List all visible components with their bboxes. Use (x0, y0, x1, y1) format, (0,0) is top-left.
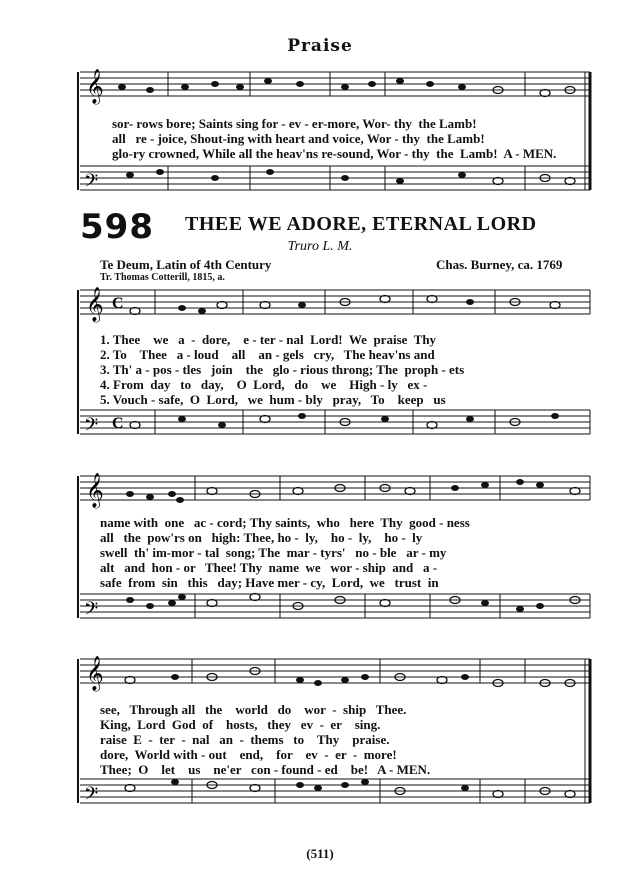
svg-text:C: C (112, 415, 124, 432)
composer-credit: Chas. Burney, ca. 1769 (436, 257, 563, 272)
system-3-verse-1: see, Through all the world do wor - ship Thee. (100, 702, 407, 717)
system-2-verse-2: all the pow'rs on high: Thee, ho - ly, ho - ly, ho - ly (100, 530, 423, 545)
system-2-verse-1: name with one ac - cord; Thy saints, who here Thy good - ness (100, 515, 470, 530)
system-1-verse-2: 2. To Thee a - loud all an - gels cry, The heav'ns and (100, 347, 435, 362)
system-3-verse-4: dore, World with - out end, for ev - er - more! (100, 747, 397, 762)
prev-hymn-lyric-line: all re - joice, Shout-ing with heart and voice, Wor - thy the Lamb! (112, 131, 485, 146)
tune-name: Truro L. M. (287, 239, 353, 254)
svg-text:𝄞: 𝄞 (86, 473, 104, 508)
system-3-verse-5: Thee; O let us ne'er con - found - ed be! A - MEN. (100, 762, 431, 777)
system-1-verse-5: 5. Vouch - safe, O Lord, we hum - bly pray, To keep us (100, 392, 446, 407)
svg-text:𝄢: 𝄢 (84, 171, 99, 196)
svg-text:𝄞: 𝄞 (86, 287, 104, 322)
system-1-verse-1: 1. Thee we a - dore, e - ter - nal Lord! We praise Thy (100, 332, 437, 347)
hymn-number: 598 (80, 207, 154, 247)
system-3-verse-2: King, Lord God of hosts, they ev - er sing. (100, 717, 381, 732)
svg-text:C: C (112, 295, 124, 312)
system-2-verse-5: safe from sin this day; Have mer - cy, Lord, we trust in (100, 575, 439, 590)
prev-hymn-lyric-line: sor- rows bore; Saints sing for - ev - er-more, Wor- thy the Lamb! (112, 116, 477, 131)
svg-text:𝄞: 𝄞 (86, 69, 104, 104)
system-3-verse-3: raise E - ter - nal an - thems to Thy praise. (100, 732, 390, 747)
system-1-verse-4: 4. From day to day, O Lord, do we High - ly ex - (100, 377, 428, 392)
hymn-title: THEE WE ADORE, ETERNAL LORD (185, 213, 537, 235)
prev-hymn-lyric-line: glo-ry crowned, While all the heav'ns re-sound, Wor - thy the Lamb! A - MEN. (112, 146, 557, 161)
system-1-verse-3: 3. Th' a - pos - tles join the glo - rious throng; The proph - ets (100, 362, 465, 377)
svg-text:𝄢: 𝄢 (84, 415, 99, 440)
section-heading: Praise (287, 36, 353, 56)
system-2-verse-3: swell th' im-mor - tal song; The mar - tyrs' no - ble ar - my (100, 545, 447, 560)
text-source: Te Deum, Latin of 4th Century (100, 257, 272, 272)
svg-text:𝄢: 𝄢 (84, 784, 99, 809)
translator-credit: Tr. Thomas Cotterill, 1815, a. (100, 272, 225, 283)
svg-text:𝄞: 𝄞 (86, 656, 104, 691)
system-2-verse-4: alt and hon - or Thee! Thy name we wor - ship and a - (100, 560, 438, 575)
page-number: (511) (306, 846, 334, 861)
svg-text:𝄢: 𝄢 (84, 599, 99, 624)
